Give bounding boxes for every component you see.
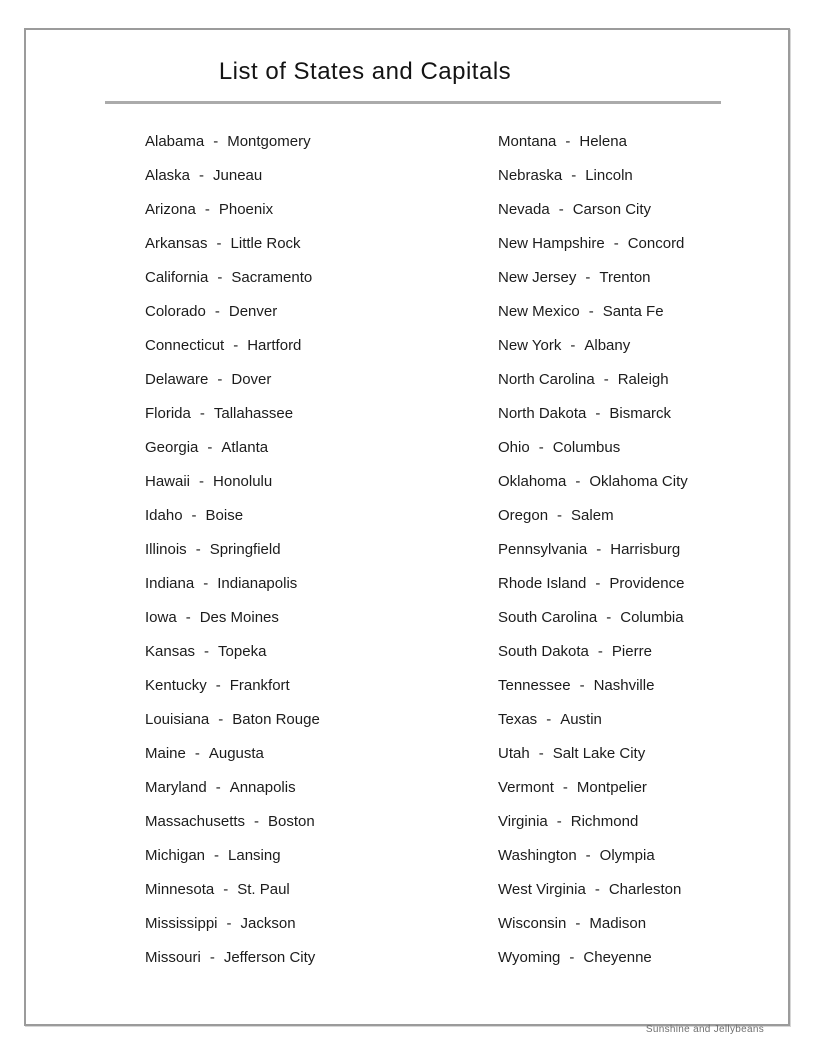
capital-name: Concord <box>627 235 685 252</box>
state-name: Indiana <box>145 575 195 592</box>
state-capital-row <box>145 329 320 363</box>
capital-name: Des Moines <box>199 609 279 626</box>
separator-dash: - <box>575 915 581 932</box>
state-capital-row <box>145 193 320 227</box>
title-block <box>26 58 704 86</box>
state-capital-row <box>145 805 320 839</box>
state-capital-row <box>498 261 688 295</box>
capital-name: Baton Rouge <box>232 711 320 728</box>
state-name: West Virginia <box>498 881 586 898</box>
state-capital-row <box>498 805 688 839</box>
state-name: Michigan <box>145 847 206 864</box>
state-capital-row <box>145 635 320 669</box>
separator-dash: - <box>575 473 581 490</box>
state-name: Montana <box>498 133 557 150</box>
state-name: South Carolina <box>498 609 598 626</box>
state-name: Wisconsin <box>498 915 567 932</box>
state-name: Oklahoma <box>498 473 567 490</box>
separator-dash: - <box>597 643 603 660</box>
separator-dash: - <box>209 949 215 966</box>
capital-name: Augusta <box>208 745 264 762</box>
state-name: Iowa <box>145 609 177 626</box>
state-capital-row <box>498 669 688 703</box>
separator-dash: - <box>556 813 562 830</box>
separator-dash: - <box>579 677 585 694</box>
state-name: Kansas <box>145 643 196 660</box>
capital-name: St. Paul <box>237 881 290 898</box>
state-capital-row <box>498 941 688 975</box>
separator-dash: - <box>585 269 591 286</box>
state-name: Massachusetts <box>145 813 246 830</box>
capital-name: Springfield <box>209 541 281 558</box>
separator-dash: - <box>199 473 205 490</box>
state-capital-row <box>498 431 688 465</box>
state-capital-row <box>498 363 688 397</box>
capital-name: Richmond <box>570 813 639 830</box>
state-name: Washington <box>498 847 577 864</box>
state-capital-row <box>145 125 320 159</box>
separator-dash: - <box>588 303 594 320</box>
capital-name: Cheyenne <box>583 949 652 966</box>
capital-name: Charleston <box>608 881 682 898</box>
state-capital-row <box>145 499 320 533</box>
capital-name: Tallahassee <box>213 405 294 422</box>
separator-dash: - <box>215 779 221 796</box>
separator-dash: - <box>562 779 568 796</box>
state-name: Alabama <box>145 133 205 150</box>
state-name: North Dakota <box>498 405 587 422</box>
state-capital-row <box>498 465 688 499</box>
state-name: Delaware <box>145 371 209 388</box>
separator-dash: - <box>538 745 544 762</box>
state-name: New Mexico <box>498 303 580 320</box>
capital-name: Little Rock <box>230 235 301 252</box>
state-name: Nebraska <box>498 167 563 184</box>
state-capital-row <box>145 363 320 397</box>
separator-dash: - <box>216 235 222 252</box>
capital-name: Salt Lake City <box>552 745 646 762</box>
state-name: Alaska <box>145 167 191 184</box>
state-name: Texas <box>498 711 538 728</box>
capital-name: Columbus <box>552 439 621 456</box>
state-capital-row <box>498 533 688 567</box>
state-capital-row <box>498 193 688 227</box>
capital-name: Trenton <box>599 269 651 286</box>
capital-name: Jefferson City <box>223 949 316 966</box>
state-capital-row <box>498 159 688 193</box>
separator-dash: - <box>195 541 201 558</box>
state-name: Louisiana <box>145 711 210 728</box>
capital-name: Juneau <box>213 167 263 184</box>
capital-name: Jackson <box>240 915 296 932</box>
capital-name: Sacramento <box>231 269 313 286</box>
separator-dash: - <box>254 813 260 830</box>
states-column-left <box>145 125 320 975</box>
state-capital-row <box>145 261 320 295</box>
separator-dash: - <box>204 643 210 660</box>
separator-dash: - <box>596 541 602 558</box>
capital-name: Bismarck <box>609 405 672 422</box>
capital-name: Olympia <box>599 847 655 864</box>
state-name: South Dakota <box>498 643 589 660</box>
state-name: Kentucky <box>145 677 207 694</box>
separator-dash: - <box>214 303 220 320</box>
separator-dash: - <box>217 371 223 388</box>
state-name: Georgia <box>145 439 199 456</box>
state-name: Arizona <box>145 201 196 218</box>
state-capital-row <box>498 227 688 261</box>
capital-name: Madison <box>589 915 647 932</box>
state-capital-row <box>498 635 688 669</box>
separator-dash: - <box>194 745 200 762</box>
capital-name: Atlanta <box>221 439 269 456</box>
capital-name: Montgomery <box>227 133 311 150</box>
capital-name: Frankfort <box>229 677 290 694</box>
separator-dash: - <box>207 439 213 456</box>
separator-dash: - <box>215 677 221 694</box>
state-name: Idaho <box>145 507 183 524</box>
state-capital-row <box>145 737 320 771</box>
separator-dash: - <box>203 575 209 592</box>
state-name: Rhode Island <box>498 575 587 592</box>
state-name: Wyoming <box>498 949 561 966</box>
state-capital-row <box>498 499 688 533</box>
state-capital-row <box>498 703 688 737</box>
separator-dash: - <box>603 371 609 388</box>
separator-dash: - <box>233 337 239 354</box>
footer-credit: Sunshine and Jellybeans <box>645 1024 764 1035</box>
state-name: Minnesota <box>145 881 215 898</box>
state-capital-row <box>145 601 320 635</box>
capital-name: Pierre <box>611 643 652 660</box>
page-title: List of States and Capitals <box>218 58 512 85</box>
state-name: Florida <box>145 405 191 422</box>
state-capital-row <box>498 737 688 771</box>
state-capital-row <box>145 533 320 567</box>
state-capital-row <box>498 601 688 635</box>
capital-name: Harrisburg <box>610 541 681 558</box>
state-name: Connecticut <box>145 337 225 354</box>
separator-dash: - <box>594 881 600 898</box>
separator-dash: - <box>185 609 191 626</box>
separator-dash: - <box>223 881 229 898</box>
state-name: Pennsylvania <box>498 541 588 558</box>
state-name: Virginia <box>498 813 548 830</box>
separator-dash: - <box>571 167 577 184</box>
capital-name: Lansing <box>228 847 281 864</box>
capital-name: Nashville <box>593 677 655 694</box>
state-capital-row <box>145 941 320 975</box>
separator-dash: - <box>204 201 210 218</box>
separator-dash: - <box>558 201 564 218</box>
state-name: California <box>145 269 209 286</box>
capital-name: Hartford <box>247 337 302 354</box>
state-capital-row <box>145 397 320 431</box>
state-capital-row <box>145 431 320 465</box>
page-border <box>24 28 790 1026</box>
state-name: Missouri <box>145 949 201 966</box>
separator-dash: - <box>569 949 575 966</box>
separator-dash: - <box>546 711 552 728</box>
state-name: Nevada <box>498 201 550 218</box>
state-capital-row <box>498 839 688 873</box>
separator-dash: - <box>585 847 591 864</box>
state-capital-row <box>145 873 320 907</box>
capital-name: Topeka <box>218 643 267 660</box>
separator-dash: - <box>199 167 205 184</box>
state-name: Tennessee <box>498 677 571 694</box>
state-capital-row <box>498 125 688 159</box>
capital-name: Indianapolis <box>217 575 298 592</box>
capital-name: Austin <box>560 711 602 728</box>
capital-name: Oklahoma City <box>589 473 688 490</box>
separator-dash: - <box>217 269 223 286</box>
capital-name: Albany <box>584 337 631 354</box>
capital-name: Helena <box>579 133 627 150</box>
capital-name: Annapolis <box>229 779 296 796</box>
state-name: New Jersey <box>498 269 577 286</box>
state-name: Vermont <box>498 779 554 796</box>
state-name: Maryland <box>145 779 207 796</box>
capital-name: Phoenix <box>218 201 274 218</box>
state-capital-row <box>498 907 688 941</box>
capital-name: Carson City <box>572 201 652 218</box>
separator-dash: - <box>214 847 220 864</box>
state-capital-row <box>145 227 320 261</box>
state-capital-row <box>145 703 320 737</box>
states-column-right <box>498 125 688 975</box>
state-name: Mississippi <box>145 915 218 932</box>
state-capital-row <box>498 771 688 805</box>
separator-dash: - <box>226 915 232 932</box>
state-capital-row <box>145 907 320 941</box>
capital-name: Montpelier <box>576 779 647 796</box>
state-name: Oregon <box>498 507 549 524</box>
state-capital-row <box>498 397 688 431</box>
separator-dash: - <box>538 439 544 456</box>
separator-dash: - <box>606 609 612 626</box>
state-capital-row <box>145 465 320 499</box>
state-capital-row <box>145 295 320 329</box>
state-name: Hawaii <box>145 473 191 490</box>
capital-name: Raleigh <box>617 371 669 388</box>
capital-name: Dover <box>231 371 272 388</box>
state-name: Maine <box>145 745 186 762</box>
state-name: North Carolina <box>498 371 595 388</box>
separator-dash: - <box>199 405 205 422</box>
separator-dash: - <box>191 507 197 524</box>
capital-name: Boston <box>268 813 315 830</box>
separator-dash: - <box>570 337 576 354</box>
separator-dash: - <box>565 133 571 150</box>
capital-name: Santa Fe <box>602 303 664 320</box>
capital-name: Salem <box>571 507 614 524</box>
separator-dash: - <box>218 711 224 728</box>
state-capital-row <box>145 159 320 193</box>
state-name: New Hampshire <box>498 235 605 252</box>
separator-dash: - <box>613 235 619 252</box>
capital-name: Columbia <box>620 609 684 626</box>
capital-name: Lincoln <box>585 167 633 184</box>
state-capital-row <box>498 295 688 329</box>
state-name: New York <box>498 337 562 354</box>
capital-name: Denver <box>228 303 278 320</box>
state-name: Ohio <box>498 439 530 456</box>
state-name: Utah <box>498 745 530 762</box>
state-name: Illinois <box>145 541 187 558</box>
state-name: Arkansas <box>145 235 208 252</box>
capital-name: Boise <box>205 507 244 524</box>
state-capital-row <box>145 567 320 601</box>
capital-name: Providence <box>609 575 685 592</box>
state-capital-row <box>498 567 688 601</box>
state-capital-row <box>498 873 688 907</box>
state-name: Colorado <box>145 303 206 320</box>
state-capital-row <box>145 771 320 805</box>
title-divider-rule <box>105 101 721 104</box>
separator-dash: - <box>557 507 563 524</box>
separator-dash: - <box>595 405 601 422</box>
state-capital-row <box>145 669 320 703</box>
separator-dash: - <box>595 575 601 592</box>
state-capital-row <box>498 329 688 363</box>
capital-name: Honolulu <box>213 473 273 490</box>
state-capital-row <box>145 839 320 873</box>
separator-dash: - <box>213 133 219 150</box>
